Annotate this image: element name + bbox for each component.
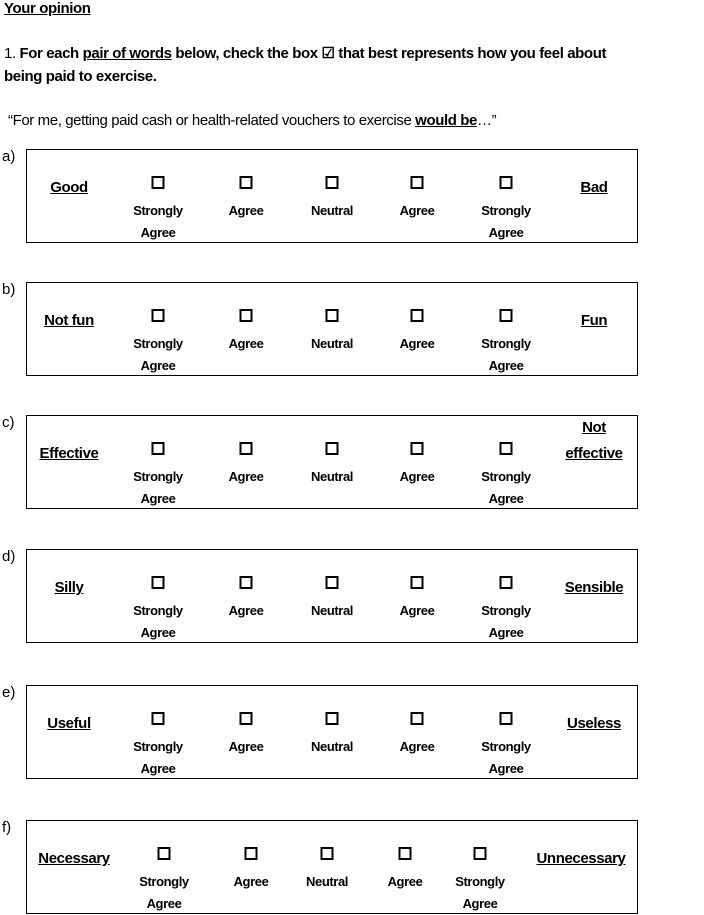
scale-label: Agree — [399, 603, 435, 618]
scale-label: Neutral — [306, 874, 348, 889]
checkbox-option-1[interactable] — [158, 847, 171, 860]
left-word: Necessary — [38, 850, 110, 867]
checkbox-option-1[interactable] — [152, 442, 165, 455]
question-line-2: being paid to exercise. — [4, 68, 157, 85]
checkbox-option-2[interactable] — [240, 309, 253, 322]
left-word: Effective — [39, 445, 99, 462]
left-word: Good — [50, 179, 88, 196]
scale-label: Agree — [399, 203, 435, 218]
checkbox-option-4[interactable] — [411, 576, 424, 589]
item-letter: a) — [2, 148, 16, 165]
checkbox-option-5[interactable] — [500, 309, 513, 322]
checkbox-option-3[interactable] — [326, 176, 339, 189]
scale-label: Neutral — [311, 336, 353, 351]
checkbox-option-2[interactable] — [240, 712, 253, 725]
item-letter: c) — [2, 414, 15, 431]
right-word: Not effective — [565, 419, 623, 462]
checkbox-option-4[interactable] — [411, 712, 424, 725]
scale-label: Strongly Agree — [133, 336, 183, 373]
checkbox-option-5[interactable] — [474, 847, 487, 860]
scale-label: Agree — [228, 469, 264, 484]
scale-label: Neutral — [311, 203, 353, 218]
item-letter: e) — [2, 684, 16, 701]
item-c-scale — [26, 415, 638, 509]
scale-label: Agree — [387, 874, 423, 889]
item-letter: b) — [2, 281, 16, 298]
item-letter: d) — [2, 548, 16, 565]
checkbox-option-1[interactable] — [152, 176, 165, 189]
checkbox-option-4[interactable] — [411, 442, 424, 455]
checkbox-option-1[interactable] — [152, 309, 165, 322]
scale-label: Strongly Agree — [133, 203, 183, 240]
scale-label: Strongly Agree — [481, 469, 531, 506]
scale-label: Agree — [233, 874, 269, 889]
section-title: Your opinion — [4, 0, 91, 17]
right-word: Sensible — [564, 579, 624, 596]
scale-label: Strongly Agree — [481, 603, 531, 640]
scale-label: Neutral — [311, 603, 353, 618]
scale-label: Agree — [228, 336, 264, 351]
right-word: Bad — [580, 179, 608, 196]
checkbox-option-4[interactable] — [399, 847, 412, 860]
stem-end: …” — [476, 112, 497, 129]
scale-label: Strongly Agree — [133, 739, 183, 776]
scale-label: Agree — [228, 739, 264, 754]
question-line-1 — [4, 44, 606, 62]
scale-label: Agree — [399, 739, 435, 754]
scale-label: Agree — [399, 469, 435, 484]
checkbox-option-5[interactable] — [500, 442, 513, 455]
scale-label: Strongly Agree — [481, 739, 531, 776]
scale-label: Strongly Agree — [139, 874, 189, 911]
checkbox-option-5[interactable] — [500, 576, 513, 589]
scale-label: Strongly Agree — [455, 874, 505, 911]
stem-emphasis: would be — [415, 112, 477, 129]
left-word: Not fun — [44, 312, 94, 329]
question-text-2: below, check the box ☑ that best represents how you feel about — [175, 45, 607, 62]
checkbox-option-4[interactable] — [411, 176, 424, 189]
scale-label: Strongly Agree — [133, 469, 183, 506]
checkbox-option-1[interactable] — [152, 712, 165, 725]
checkbox-option-3[interactable] — [326, 712, 339, 725]
question-emphasis: pair of words — [82, 45, 172, 62]
scale-label: Agree — [228, 203, 264, 218]
checkbox-option-3[interactable] — [326, 576, 339, 589]
scale-label: Agree — [399, 336, 435, 351]
right-word: Fun — [580, 312, 608, 329]
scale-label: Strongly Agree — [481, 203, 531, 240]
checkbox-option-2[interactable] — [240, 576, 253, 589]
checkbox-option-2[interactable] — [240, 442, 253, 455]
item-f-scale — [26, 820, 638, 914]
question-number: 1. — [4, 45, 16, 62]
checkbox-option-3[interactable] — [326, 442, 339, 455]
checkbox-option-4[interactable] — [411, 309, 424, 322]
scale-label: Agree — [228, 603, 264, 618]
item-e-scale — [26, 685, 638, 779]
right-word: Unnecessary — [536, 850, 626, 867]
checkbox-option-3[interactable] — [321, 847, 334, 860]
scale-label: Neutral — [311, 739, 353, 754]
checkbox-option-5[interactable] — [500, 712, 513, 725]
left-word: Useful — [47, 715, 91, 732]
checkbox-option-2[interactable] — [245, 847, 258, 860]
item-a-scale — [26, 149, 638, 243]
scale-label: Neutral — [311, 469, 353, 484]
item-d-scale — [26, 549, 638, 643]
scale-label: Strongly Agree — [481, 336, 531, 373]
checkbox-option-3[interactable] — [326, 309, 339, 322]
item-letter: f) — [2, 819, 12, 836]
left-word: Silly — [54, 579, 84, 596]
right-word: Useless — [567, 715, 621, 732]
question-stem — [8, 112, 496, 129]
checkbox-option-5[interactable] — [500, 176, 513, 189]
item-b-scale — [26, 282, 638, 376]
checkbox-option-1[interactable] — [152, 576, 165, 589]
question-text-1: For each — [19, 45, 79, 62]
stem-text: “For me, getting paid cash or health-related vouchers to exercise — [8, 112, 412, 129]
checkbox-option-2[interactable] — [240, 176, 253, 189]
scale-label: Strongly Agree — [133, 603, 183, 640]
